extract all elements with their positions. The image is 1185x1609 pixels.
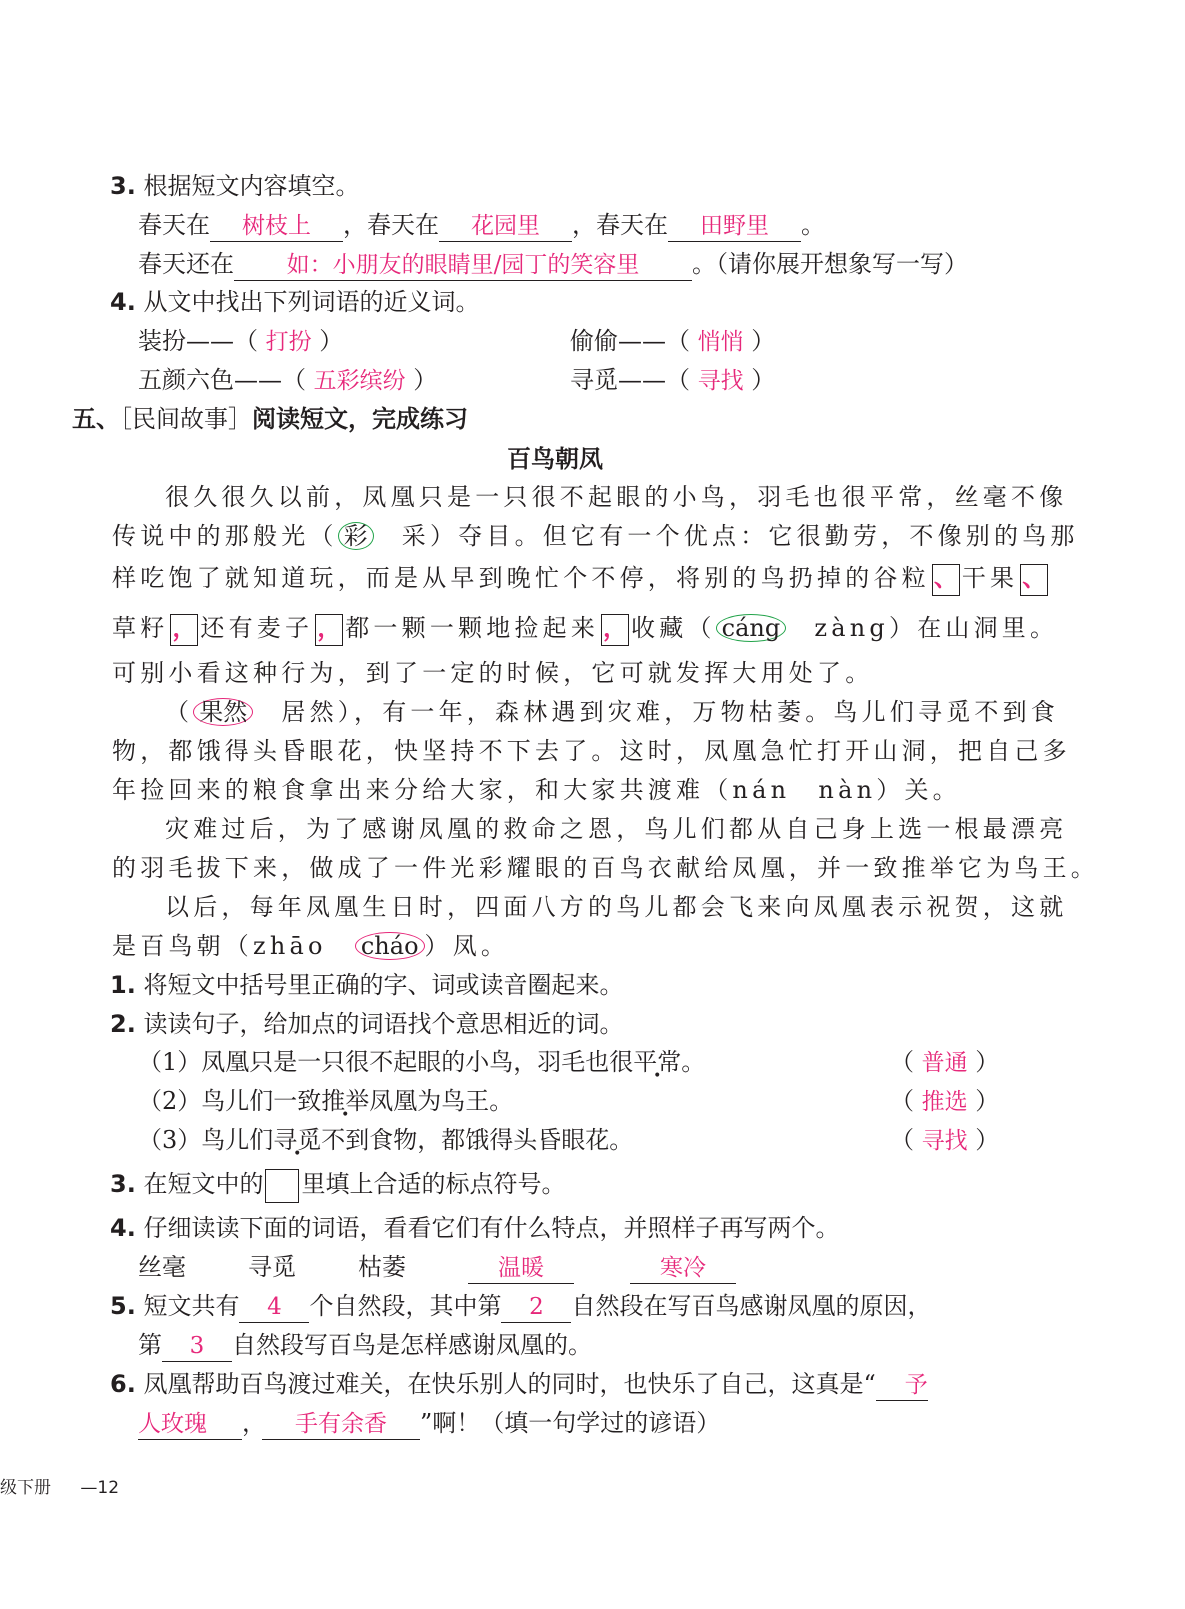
synonym-pair [570,325,775,358]
grade-label: 级下册 [0,1478,51,1498]
static-text: 在短文中的 [143,1170,264,1198]
story-line [112,930,509,962]
static-text: 干果 [961,564,1019,592]
static-text: ）凤。 [424,932,510,960]
static-text: 短文共有 [143,1292,240,1320]
synonym-word: 五颜六色——（ [138,366,306,394]
story-title: 百鸟朝凤 [507,445,603,473]
static-text: ”啊！（填一句学过的谚语） [420,1409,721,1437]
q2-answer [890,1046,999,1079]
punctuation-box: ， [170,614,198,646]
answer-blank: 寒冷 [630,1253,736,1284]
static-text: ） [319,327,344,355]
example-word: 寻觅 [248,1253,296,1281]
static-text: ） [751,327,776,355]
story-line [165,696,1059,728]
synonym-pair [138,325,343,358]
question-number: 4. [110,1214,136,1242]
synonym-word: 装扮——（ [138,327,258,355]
static-text: ） [413,366,438,394]
q2-answer-text: 寻找 [921,1128,968,1154]
static-text: （ [890,1048,914,1076]
static-text: 样吃饱了就知道玩，而是从早到晚忙个不停，将别的鸟扔掉的谷粒 [112,564,930,592]
static-text: zàng）在山洞里。 [786,614,1059,642]
q4-words [138,1251,736,1284]
static-text: 居然），有一年，森林遇到灾难，万物枯萎。鸟儿们寻觅不到食 [253,698,1060,726]
synonym-answer: 五彩缤纷 [313,368,406,394]
static-text: ，春天在 [343,211,439,239]
static-text: ， [242,1409,266,1437]
punctuation-box: 、 [932,564,960,596]
static-text: （ [165,698,194,726]
static-text: 里填上合适的标点符号。 [301,1170,566,1198]
story-line: 灾难过后，为了感谢凤凰的救命之恩，鸟儿们都从自己身上选一根最漂亮 [165,815,1068,843]
q2-item [138,1046,705,1078]
static-text: 凤凰帮助百鸟渡过难关，在快乐别人的同时，也快乐了自己，这真是“ [143,1370,876,1398]
q4-prompt [110,1212,839,1244]
q5-line1 [110,1290,931,1323]
answer-blank: 人玫瑰 [138,1409,242,1440]
answer-blank: 田野里 [668,211,801,242]
circled-choice: cháo [355,932,425,960]
static-text: ） [975,1126,1000,1154]
punctuation-box: 、 [1020,564,1048,596]
static-text: ） [751,366,776,394]
punctuation-box: ， [315,614,343,646]
static-text: 采）夺目。但它有一个优点：它很勤劳，不像别的鸟那 [373,522,1079,550]
static-text: nàn）关。 [790,776,961,804]
question-number: 3. [110,1170,136,1198]
circled-choice: 彩 [338,522,374,550]
answer-blank: 手有余香 [262,1409,420,1440]
example-word: 丝毫 [138,1253,186,1281]
question-number: 1. [110,971,136,999]
story-line: 以后，每年凤凰生日时，四面八方的鸟儿都会飞来向凤凰表示祝贺，这就 [165,893,1068,921]
empty-box-icon [265,1169,299,1203]
static-text: 不到食物，都饿得头昏眼花。 [321,1126,634,1154]
static-text: 。 [801,211,825,239]
answer-blank: 树枝上 [210,211,343,242]
static-text: 草籽 [112,614,169,642]
punctuation-box: ， [601,614,629,646]
static-text: ，春天在 [572,211,668,239]
question-text: 读读句子，给加点的词语找个意思相近的词。 [143,1010,624,1038]
question-number: 2. [110,1010,136,1038]
story-line: 的羽毛拔下来，做成了一件光彩耀眼的百鸟衣献给凤凰，并一致推举它为鸟王。 [112,854,1099,882]
question-text: 从文中找出下列词语的近义词。 [143,288,480,316]
story-line: 物，都饿得头昏眼花，快坚持不下去了。这时，凤凰急忙打开山洞，把自己多 [112,737,1071,765]
story-line: 很久很久以前，凤凰只是一只很不起眼的小鸟，羽毛也很平常，丝毫不像 [165,483,1068,511]
circled-choice: cáng [716,614,787,642]
page-number: —12 [80,1478,120,1498]
static-text: 个自然段，其中第 [309,1292,502,1320]
synonym-pair [138,364,437,397]
q2-answer [890,1085,999,1118]
part4-q3-prompt [110,170,359,202]
static-text: （ [890,1126,914,1154]
static-text: 收藏（ [631,614,716,642]
static-text: 春天还在 [138,250,234,278]
static-text: 传说中的那般光（ [112,522,338,550]
dotted-word: 平常 [633,1048,682,1076]
q2-item [138,1124,633,1156]
story-line [112,562,1050,596]
question-number: 3. [110,172,136,200]
dotted-word: 寻觅 [273,1126,322,1154]
answer-blank: 花园里 [439,211,572,242]
static-text: 。（请你展开想象写一写） [692,250,968,278]
question-text: 仔细读读下面的词语，看看它们有什么特点，并照样子再写两个。 [143,1214,840,1242]
static-text: 还有麦子 [200,614,314,642]
static-text: （ [890,1087,914,1115]
section-tag: ［民间故事］ [120,405,252,433]
dotted-word: 推举 [321,1087,370,1115]
question-number: 4. [110,288,136,316]
q5-line2 [138,1329,592,1362]
page-footer [0,1473,119,1498]
q2-item [138,1085,513,1117]
q2-answer-text: 推选 [921,1089,968,1115]
pinyin-option: nán [732,776,791,804]
question-number: 5. [110,1292,136,1320]
synonym-answer: 寻找 [697,368,744,394]
static-text: 第 [138,1331,162,1359]
answer-blank: 如：小朋友的眼睛里/园丁的笑容里 [234,250,692,281]
part4-q3-line1 [138,209,825,242]
question-number: 6. [110,1370,136,1398]
part4-q3-line2 [138,248,968,281]
story-line [112,774,961,806]
static-text: （3）鸟儿们 [138,1126,274,1154]
static-text: 自然段写百鸟是怎样感谢凤凰的。 [232,1331,592,1359]
static-text: （2）鸟儿们一致 [138,1087,322,1115]
synonym-word: 偷偷——（ [570,327,690,355]
q6-line1 [110,1368,928,1401]
story-line: 可别小看这种行为，到了一定的时候，它可就发挥大用处了。 [112,659,874,687]
section-number: 五、 [72,405,120,433]
section-title: 阅读短文，完成练习 [252,405,468,433]
static-text: 自然段在写百鸟感谢凤凰的原因， [571,1292,932,1320]
q2-answer [890,1124,999,1157]
circled-choice: 果然 [193,698,253,726]
q1-prompt [110,969,623,1001]
answer-blank: 温暖 [468,1253,574,1284]
synonym-word: 寻觅——（ [570,366,690,394]
static-text: 年捡回来的粮食拿出来分给大家，和大家共渡难（ [112,776,733,804]
answer-blank: 予 [876,1370,928,1401]
static-text: （1）凤凰只是一只很不起眼的小鸟，羽毛也很 [138,1048,634,1076]
static-text: 是百鸟朝（zhāo [112,932,355,960]
static-text: 凤凰为鸟王。 [369,1087,514,1115]
question-text: 根据短文内容填空。 [143,172,360,200]
synonym-answer: 打扮 [265,329,312,355]
story-line [112,520,1079,552]
answer-blank: 2 [501,1292,571,1323]
answer-blank: 4 [239,1292,309,1323]
synonym-answer: 悄悄 [697,329,744,355]
story-line [112,612,1058,646]
example-word: 枯萎 [358,1253,406,1281]
q6-line2 [138,1407,720,1440]
question-text: 将短文中括号里正确的字、词或读音圈起来。 [143,971,624,999]
static-text: ） [975,1087,1000,1115]
q2-answer-text: 普通 [921,1050,968,1076]
answer-blank: 3 [162,1331,232,1362]
part4-q4-prompt [110,286,479,318]
synonym-pair [570,364,775,397]
section-heading [72,403,468,435]
q2-prompt [110,1008,623,1040]
static-text: 春天在 [138,211,210,239]
static-text: ） [975,1048,1000,1076]
static-text: 。 [681,1048,706,1076]
static-text: 都一颗一颗地捡起来 [345,614,600,642]
q3-prompt [110,1168,565,1203]
